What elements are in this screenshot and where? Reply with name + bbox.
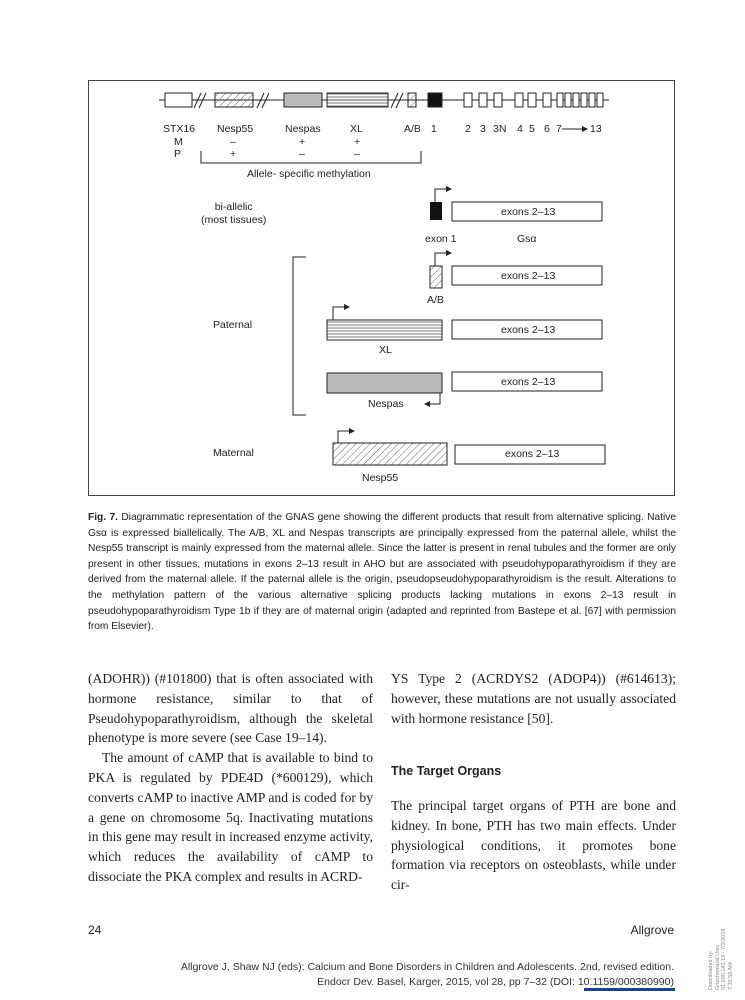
right-column-bottom (391, 796, 676, 895)
right-paragraph-2: The principal target organs of PTH are bone and kidney. In bone, PTH has two main effects. Under physiological conditions, it promotes bone formation via receptors on osteoblasts, while under cir- (391, 798, 676, 893)
label-exon2: 2 (465, 123, 471, 135)
left-paragraph-1: (ADOHR)) (#101800) that is often associated with hormone resistance, similar to that of Pseudohypoparathyroidism, although the skeletal phenotype is more severe (see Case 19–14). (88, 671, 373, 746)
footer-line-1: Allgrove J, Shaw NJ (eds): Calcium and Bone Disorders in Children and Adolescents. 2nd, revised edition. (180, 961, 674, 973)
p-xl: – (354, 148, 360, 160)
label-exon3: 3 (480, 123, 486, 135)
nesp55-box (215, 93, 253, 107)
label-xl: XL (350, 123, 363, 135)
nespas-label: Nespas (368, 398, 404, 410)
left-column (88, 669, 373, 887)
ab-label: A/B (427, 294, 444, 306)
nespas-box (284, 93, 322, 107)
exon1-label: exon 1 (425, 233, 457, 245)
label-stx16: STX16 (163, 123, 196, 135)
caption-label: Fig. 7. (88, 512, 118, 523)
gene-map (159, 93, 609, 108)
running-head: Allgrove (630, 923, 674, 937)
exons-label-2: exons 2–13 (501, 270, 556, 282)
label-nesp55: Nesp55 (217, 123, 254, 135)
caption-text: Diagrammatic representation of the GNAS gene showing the different products that result from alternative splicing. Native Gsα is expressed biallelically. The A/B, XL and Nespas transcripts are principally expressed from the paternal allele, whilst the Nesp55 transcript is mainly expressed from the maternal allele. Since the latter is present in renal tubules and the former are only present in other tissues, mutations in exons 2–13 result in AHO but are associated with pseudohypoparathyroidism if they are derived from the maternal allele. If the paternal allele is the origin, pseudopseudohypoparathyroidism is the result. Alterations to the methylation pattern of the various alternative splicing products lacking mutations in exons 2–13 result in pseudohypoparathyroidism Type 1b if they are of maternal origin (adapted and reprinted from Bastepe et al. [67] with permission from Elsevier). (88, 512, 676, 633)
p-nesp55: + (230, 148, 237, 160)
label-p: P (174, 148, 182, 160)
exons-label-1: exons 2–13 (501, 206, 556, 218)
figure-caption (88, 510, 676, 635)
right-paragraph-1: YS Type 2 (ACRDYS2 (ADOP4)) (#614613); however, these mutations are not usually associated with hormone resistance [50]. (391, 671, 676, 726)
label-exon7: 7 (556, 123, 562, 135)
doi-link-underline[interactable] (584, 988, 675, 991)
label-ab: A/B (404, 123, 421, 135)
label-exon3n: 3N (493, 123, 507, 135)
allele-methylation-label: Allele- specific methylation (247, 168, 371, 180)
ab-box (408, 93, 416, 107)
citation-footer (181, 960, 674, 990)
label-exon1: 1 (431, 123, 437, 135)
footer-line-2: Endocr Dev. Basel, Karger, 2015, vol 28, pp 7–32 (DOI: 10.1159/000380990) (317, 976, 674, 988)
right-column-top (391, 669, 676, 728)
biallelic-label: bi-allelic (most tissues) (201, 201, 267, 226)
gnas-figure (88, 80, 675, 496)
nesp55-label: Nesp55 (362, 472, 399, 484)
label-exon4: 4 (517, 123, 523, 135)
exons-label-5: exons 2–13 (505, 448, 560, 460)
label-exon6: 6 (544, 123, 550, 135)
left-paragraph-2: The amount of cAMP that is available to bind to PKA is regulated by PDE4D (*600129), which converts cAMP to inactive AMP and is coded for by a gene on chromosome 5q. Inactivating mutations in this gene may result in increased enzyme activity, which reduces the availability of cAMP to dissociate the PKA complex and results in ACRD- (88, 750, 373, 884)
exons-label-4: exons 2–13 (501, 376, 556, 388)
maternal-label: Maternal (213, 447, 254, 459)
m-nespas: + (299, 136, 306, 148)
label-m: M (174, 136, 183, 148)
xl-box (327, 93, 388, 107)
paternal-label: Paternal (213, 319, 253, 331)
label-exon13: 13 (590, 123, 602, 135)
p-nespas: – (299, 148, 305, 160)
stx16-box (165, 93, 192, 107)
gsa-label: Gsα (517, 233, 537, 245)
xl-label: XL (379, 344, 392, 356)
page-number: 24 (88, 923, 102, 937)
exon1-box (428, 93, 442, 107)
download-watermark: Downloaded by: Griechenland Univ 91.200.143.19 - 7/3/2019 7:39:56 AM (708, 928, 734, 990)
section-heading: The Target Organs (391, 764, 502, 778)
label-nespas: Nespas (285, 123, 321, 135)
m-xl: + (354, 136, 361, 148)
exons-label-3: exons 2–13 (501, 324, 556, 336)
m-nesp55: – (230, 136, 236, 148)
label-exon5: 5 (529, 123, 535, 135)
